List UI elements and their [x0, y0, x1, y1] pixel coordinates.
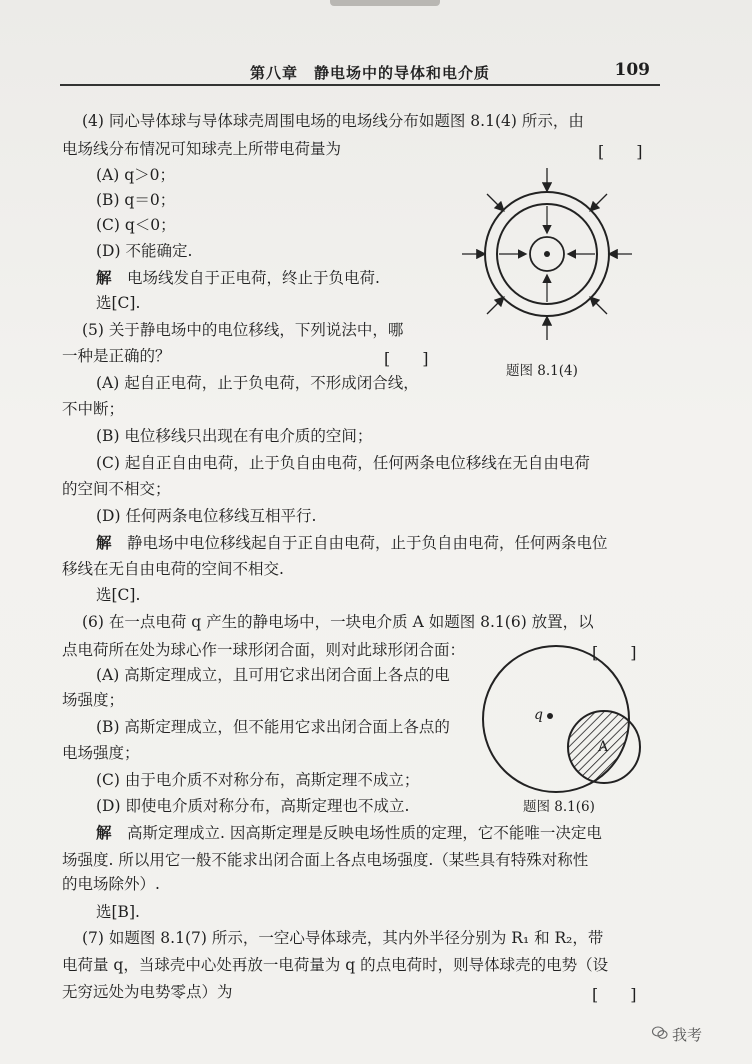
figure-charge-label: q: [534, 707, 543, 723]
q5-answer-bracket: [ ]: [384, 349, 429, 368]
q6-line2: 点电荷所在处为球心作一球形闭合面，则对此球形闭合面：: [62, 641, 466, 659]
q6-solution-label: 解: [96, 823, 112, 842]
field-arrow: [487, 194, 503, 210]
q6-answer: 选[B].: [96, 903, 140, 921]
field-arrow: [591, 298, 607, 314]
q6-solution-line3: 的电场除外）.: [62, 875, 160, 893]
q4-option-a: (A) q＞0；: [96, 166, 175, 184]
q6-solution-line1: [96, 823, 602, 843]
chapter-title: 第八章 静电场中的导体和电介质: [250, 64, 491, 82]
q5-solution-label: 解: [96, 533, 112, 552]
q6-option-a-line2: 场强度；: [62, 691, 125, 709]
q5-solution-line1: [96, 533, 608, 553]
q5-line1: (5) 关于静电场中的电位移线，下列说法中，哪: [82, 321, 404, 339]
q7-line1: (7) 如题图 8.1(7) 所示，一空心导体球壳，其内外半径分别为 R₁ 和 R₂，带: [82, 929, 604, 947]
q7-answer-bracket: [ ]: [592, 985, 637, 1004]
q5-solution-line2: 移线在无自由电荷的空间不相交.: [62, 560, 284, 578]
q5-option-a-line2: 不中断；: [62, 400, 125, 418]
q6-solution-line2: 场强度. 所以用它一般不能求出闭合面上各点电场强度.（某些具有特殊对称性: [62, 851, 589, 869]
q4-option-d: (D) 不能确定.: [96, 242, 193, 260]
q6-option-a-line1: (A) 高斯定理成立，且可用它求出闭合面上各点的电: [96, 666, 450, 684]
q7-line3: 无穷远处为电势零点）为: [62, 983, 233, 1001]
q4-line2: 电场线分布情况可知球壳上所带电荷量为: [62, 140, 342, 158]
q5-option-a-line1: (A) 起自正电荷，止于负电荷，不形成闭合线，: [96, 374, 419, 392]
q4-answer-bracket: [ ]: [598, 142, 643, 161]
center-dot: [544, 251, 550, 257]
q5-solution-text: 静电场中电位移线起自于正自由电荷，止于负自由电荷，任何两条电位: [127, 534, 608, 552]
field-arrow: [591, 194, 607, 210]
q5-option-c-line2: 的空间不相交；: [62, 480, 171, 498]
figure-dielectric-label: A: [598, 739, 609, 755]
q6-line1: (6) 在一点电荷 q 产生的静电场中，一块电介质 A 如题图 8.1(6) 放置，以: [82, 613, 594, 631]
q6-option-b-line1: (B) 高斯定理成立，但不能用它求出闭合面上各点的: [96, 718, 450, 736]
q5-option-b: (B) 电位移线只出现在有电介质的空间；: [96, 427, 373, 445]
q6-option-c: (C) 由于电介质不对称分布，高斯定理不成立；: [96, 771, 420, 789]
q5-line2: 一种是正确的？: [62, 347, 171, 365]
figure-8-1-4-caption: 题图 8.1(4): [506, 363, 578, 379]
q5-option-c-line1: (C) 起自正自由电荷，止于负自由电荷，任何两条电位移线在无自由电荷: [96, 454, 590, 472]
q4-option-b: (B) q＝0；: [96, 191, 176, 209]
q5-option-d: (D) 任何两条电位移线互相平行.: [96, 507, 317, 525]
figure-8-1-6-caption: 题图 8.1(6): [523, 799, 595, 815]
q6-option-b-line2: 电场强度；: [62, 744, 140, 762]
q4-solution-text: 电场线发自于正电荷，终止于负电荷.: [127, 269, 380, 287]
q6-solution-text: 高斯定理成立. 因高斯定理是反映电场性质的定理，它不能唯一决定电: [127, 824, 602, 842]
q4-solution-label: 解: [96, 268, 112, 287]
wechat-icon: [652, 1026, 668, 1040]
q6-answer-bracket: [ ]: [592, 643, 637, 662]
q5-answer: 选[C].: [96, 586, 141, 604]
q7-line2: 电荷量 q，当球壳中心处再放一电荷量为 q 的点电荷时，则导体球壳的电势（设: [62, 956, 609, 974]
watermark-text: 我考: [672, 1026, 703, 1044]
q4-line1: (4) 同心导体球与导体球壳周围电场的电场线分布如题图 8.1(4) 所示，由: [82, 112, 584, 130]
q4-answer: 选[C].: [96, 294, 141, 312]
point-charge-dot: [547, 713, 553, 719]
field-arrow: [487, 298, 503, 314]
q6-option-d: (D) 即使电介质对称分布，高斯定理也不成立.: [96, 797, 410, 815]
q4-option-c: (C) q＜0；: [96, 216, 176, 234]
page-number: 109: [614, 60, 650, 80]
